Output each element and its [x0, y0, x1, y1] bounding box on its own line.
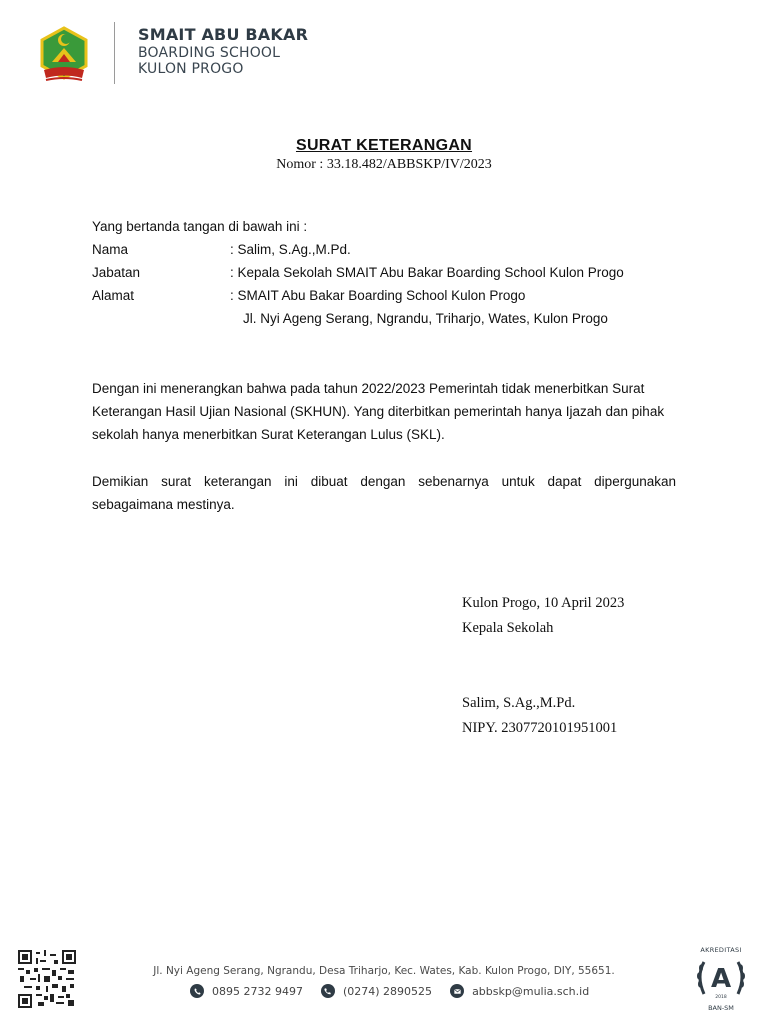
accreditation-grade: A [710, 964, 732, 994]
contact-phone[interactable] [321, 984, 432, 998]
paragraph-closing: Demikian surat keterangan ini dibuat dengan sebenarnya untuk dapat dipergunakan sebagaimana mestinya. [92, 474, 676, 512]
laurel-icon [690, 954, 752, 1004]
field-row-jabatan [92, 265, 624, 280]
address-line-2: Jl. Nyi Ageng Serang, Ngrandu, Triharjo, Wates, Kulon Progo [243, 311, 608, 326]
contact-email[interactable] [450, 984, 589, 998]
signature-position: Kepala Sekolah [462, 620, 554, 636]
field-label: Alamat [92, 288, 135, 303]
school-name: SMAIT ABU BAKAR [138, 25, 309, 44]
header-divider [114, 22, 115, 84]
email-address: abbskp@mulia.sch.id [472, 984, 590, 998]
accreditation-label: AKREDITASI [700, 946, 742, 954]
letter-number: Nomor : 33.18.482/ABBSKP/IV/2023 [276, 157, 492, 172]
accreditation-badge [690, 946, 752, 1012]
field-value: : Kepala Sekolah SMAIT Abu Bakar Boarding School Kulon Progo [230, 265, 624, 280]
intro-text: Yang bertanda tangan di bawah ini : [92, 219, 308, 234]
whatsapp-icon [190, 984, 204, 998]
field-value: : Salim, S.Ag.,M.Pd. [230, 242, 351, 257]
signature-place-date: Kulon Progo, 10 April 2023 [462, 595, 625, 611]
field-label: Jabatan [92, 265, 141, 280]
whatsapp-number: 0895 2732 9497 [212, 984, 303, 998]
footer-address: Jl. Nyi Ageng Serang, Ngrandu, Desa Triharjo, Kec. Wates, Kab. Kulon Progo, DIY, 55651. [153, 965, 615, 977]
phone-icon [321, 984, 335, 998]
school-identity [138, 27, 308, 78]
school-subtitle-1: BOARDING SCHOOL [138, 45, 281, 61]
signature-name: Salim, S.Ag.,M.Pd. [462, 695, 576, 711]
school-subtitle-2: KULON PROGO [138, 61, 244, 77]
footer-contacts [190, 984, 589, 998]
email-icon [450, 984, 464, 998]
field-value: : SMAIT Abu Bakar Boarding School Kulon Progo [230, 288, 526, 303]
field-row-alamat [92, 288, 525, 303]
accreditation-year: 2018 [715, 995, 727, 1000]
signature-nipy: NIPY. 2307720101951001 [462, 720, 618, 736]
qr-code-icon [18, 950, 76, 1008]
phone-number: (0274) 2890525 [342, 984, 433, 998]
accreditation-body: BAN-SM [708, 1004, 734, 1012]
contact-whatsapp[interactable] [190, 984, 303, 998]
school-crest-icon [38, 26, 90, 84]
paragraph-statement: Dengan ini menerangkan bahwa pada tahun 2022/2023 Pemerintah tidak menerbitkan Surat Keterangan Hasil Ujian Nasional (SKHUN). Yang diterbitkan pemerintah hanya Ijazah dan pihak sekolah hanya menerbitkan Surat Keterangan Lulus (SKL). [92, 381, 665, 442]
field-row-nama [92, 242, 351, 257]
letter-title: SURAT KETERANGAN [295, 137, 473, 154]
field-label: Nama [92, 242, 129, 257]
